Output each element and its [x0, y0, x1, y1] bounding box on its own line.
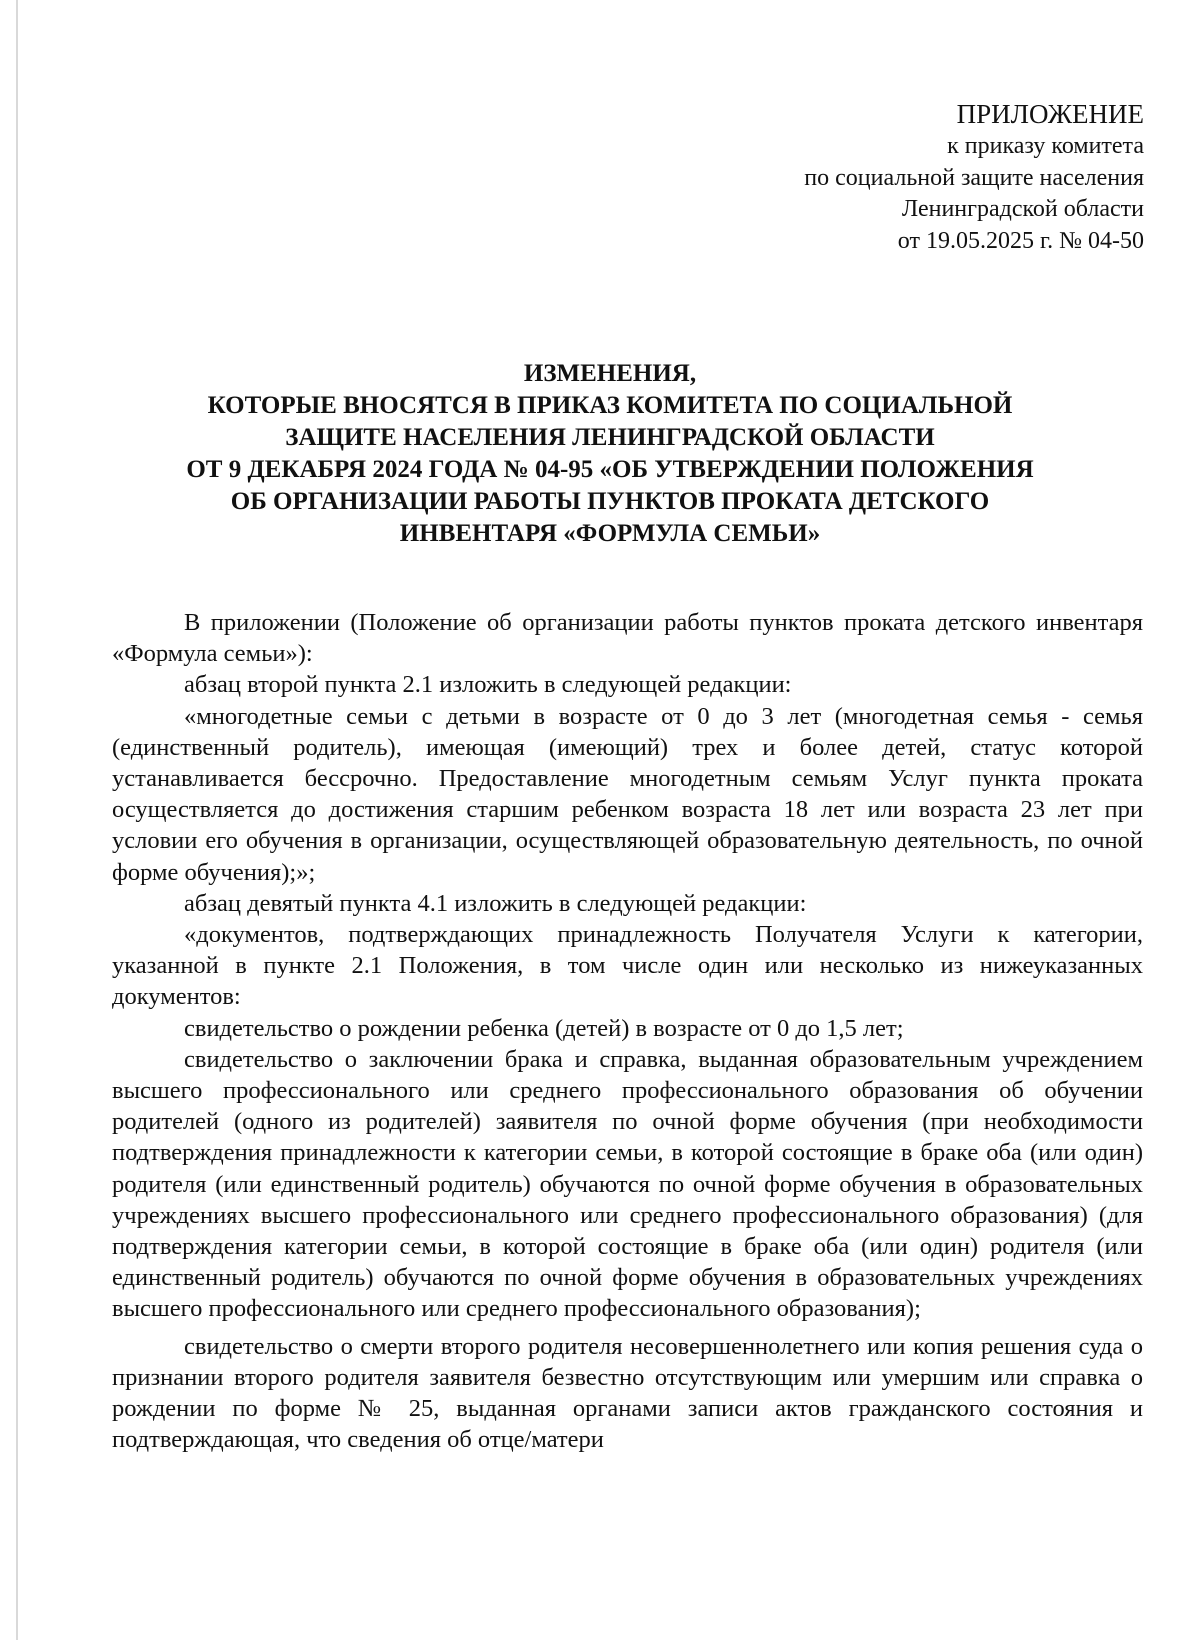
appendix-line-4: от 19.05.2025 г. № 04-50 [897, 227, 1144, 254]
appendix-title: ПРИЛОЖЕНИЕ [956, 99, 1144, 129]
scan-edge-line [16, 0, 18, 1640]
heading-line-1: ИЗМЕНЕНИЯ, [523, 360, 697, 387]
paragraph-intro: В приложении (Положение об организации работы пунктов проката детского инвентаря «Формула семьи»): [112, 609, 1143, 668]
appendix-line-3: Ленинградской области [901, 196, 1144, 222]
paragraph-death-certificate: свидетельство о смерти второго родителя несовершеннолетнего или копия решения суда о признании второго родителя заявителя безвестно отсутствующим или умершим или справка о рождении по форме № 25, выданная органами записи актов гражданского состояния и подтверждающая, что сведения об отце/матери [112, 1332, 1143, 1454]
paragraph-amend-2-1: абзац второй пункта 2.1 изложить в следующей редакции: [184, 671, 792, 699]
paragraph-documents: «документов, подтверждающих принадлежность Получателя Услуги к категории, указанной в пункте 2.1 Положения, в том числе один или несколько из нижеуказанных документов: [112, 921, 1143, 1011]
paragraph-amend-4-1: абзац девятый пункта 4.1 изложить в следующей редакции: [184, 889, 807, 917]
appendix-line-1: к приказу комитета [947, 133, 1144, 159]
heading-line-5: ОБ ОРГАНИЗАЦИИ РАБОТЫ ПУНКТОВ ПРОКАТА ДЕТСКОГО [230, 488, 990, 515]
document-body [112, 607, 1143, 1455]
paragraph-birth-certificate: свидетельство о рождении ребенка (детей) в возрасте от 0 до 1,5 лет; [184, 1014, 904, 1042]
heading-line-2: КОТОРЫЕ ВНОСЯТСЯ В ПРИКАЗ КОМИТЕТА ПО СОЦИАЛЬНОЙ [207, 392, 1013, 419]
appendix-block [804, 98, 1144, 257]
paragraph-marriage-certificate: свидетельство о заключении брака и справка, выданная образовательным учреждением высшего профессионального или среднего профессионального образования об обучении родителей (одного из родителей) заявителя по очной форме обучения (при необходимости подтверждения принадлежности к категории семьи, в которой состоящие в браке оба (или один) родителя (или единственный родитель) обучаются по очной форме обучения в образовательных учреждениях высшего профессионального или среднего профессионального образования) (для подтверждения категории семьи, в которой состоящие в браке оба (или один) родителя (или единственный родитель) обучаются по очной форме обучения в образовательных учреждениях высшего профессионального или среднего профессионального образования); [112, 1045, 1143, 1323]
document-heading [110, 358, 1110, 550]
appendix-line-2: по социальной защите населения [804, 164, 1144, 191]
heading-line-6: ИНВЕНТАРЯ «ФОРМУЛА СЕМЬИ» [399, 520, 821, 547]
heading-line-4: ОТ 9 ДЕКАБРЯ 2024 ГОДА № 04-95 «ОБ УТВЕРЖДЕНИИ ПОЛОЖЕНИЯ [186, 456, 1034, 483]
paragraph-large-families: «многодетные семьи с детьми в возрасте от 0 до 3 лет (многодетная семья - семья (единственный родитель), имеющая (имеющий) трех и более детей, статус которой устанавливается бессрочно. Предоставление многодетным семьям Услуг пункта проката осуществляется до достижения старшим ребенком возраста 18 лет или возраста 23 лет при условии его обучения в организации, осуществляющей образовательную деятельность, по очной форме обучения);»; [112, 702, 1143, 886]
heading-line-3: ЗАЩИТЕ НАСЕЛЕНИЯ ЛЕНИНГРАДСКОЙ ОБЛАСТИ [285, 424, 935, 451]
